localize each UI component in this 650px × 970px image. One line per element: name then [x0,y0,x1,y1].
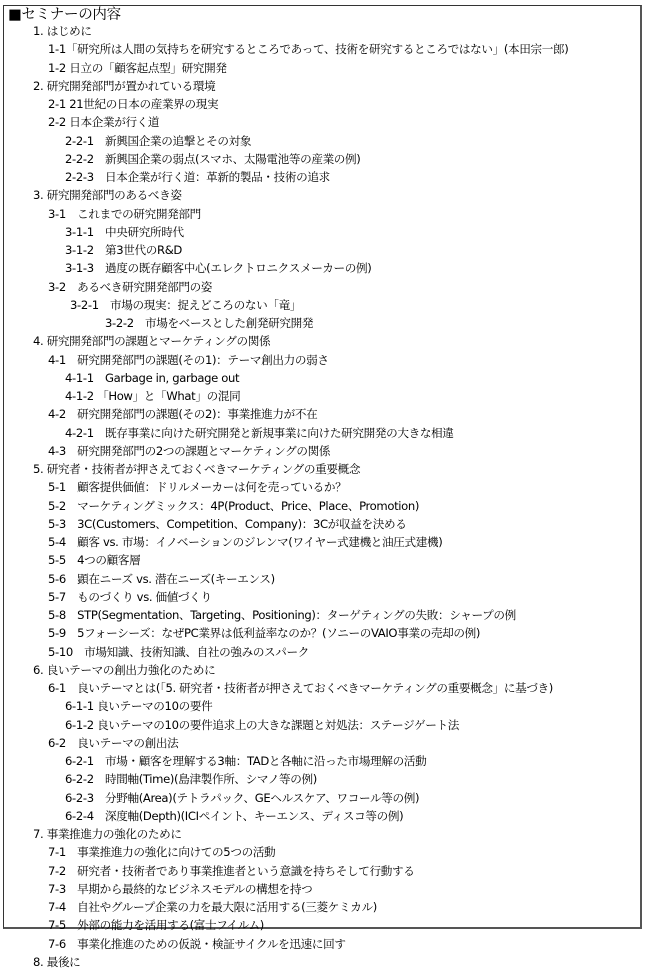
outline-item: 7-6 事業化推進のための仮説・検証サイクルを迅速に回す [48,936,346,951]
outline-item: 6-1-2 良いテーマの10の要件追求上の大きな課題と対処法：ステージゲート法 [65,717,459,732]
outline-item: 5-7 ものづくり vs. 価値づくり [48,589,212,604]
outline-item: 3-1 これまでの研究開発部門 [48,206,201,221]
outline-item: 5-2 マーケティングミックス：4P(Product、Price、Place、Promotion) [48,498,420,513]
outline-item: 7. 事業推進力の強化のために [33,827,182,841]
outline-item: 6-2-4 深度軸(Depth)(ICIペイント、キーエンス、ディスコ等の例) [65,808,404,823]
outline-item: 3-2-1 市場の現実：捉えどころのない「竜」 [70,297,302,312]
outline-item: 7-5 外部の能力を活用する(富士フイルム) [48,918,264,933]
outline-item: 4-1-2 「How」と「What」の混同 [65,389,241,403]
outline-item: 1-2 日立の「顧客起点型」研究開発 [48,60,227,75]
outline-item: 2-1 21世紀の日本の産業界の現実 [48,97,219,111]
outline-item: 4-2-1 既存事業に向けた研究開発と新規事業に向けた研究開発の大きな相違 [65,425,454,440]
outline-item: 5-9 5フォーシーズ：なぜPC業界は低利益率なのか？(ソニーのVAIO事業の売却の例) [48,626,481,641]
outline-item: 7-3 早期から最終的なビジネスモデルの構想を持つ [48,881,313,896]
outline-item: 7-1 事業推進力の強化に向けての5つの活動 [48,845,276,860]
outline-item: 6-1-1 良いテーマの10の要件 [65,699,213,714]
outline-item: 6-1 良いテーマとは(「5. 研究者・技術者が押さえておくべきマーケティングの重要概念」に基づき) [48,681,553,695]
outline-item: 6-2-1 市場・顧客を理解する3軸：TADと各軸に沿った市場理解の活動 [65,754,427,768]
outline-item: 4-2 研究開発部門の課題(その2)：事業推進力が不在 [48,407,318,422]
outline-item: 5-4 顧客 vs. 市場：イノベーションのジレンマ(ワイヤー式建機と油圧式建機) [48,535,443,549]
outline-item: 2-2-2 新興国企業の弱点(スマホ、太陽電池等の産業の例) [65,151,361,166]
outline-item: 3-2 あるべき研究開発部門の姿 [48,279,213,294]
outline-item: 5-6 顕在ニーズ vs. 潜在ニーズ(キーエンス) [48,571,275,586]
outline-item: 3. 研究開発部門のあるべき姿 [33,188,182,203]
outline-item: 8. 最後に [33,954,81,969]
outline-item: 6-2 良いテーマの創出法 [48,735,179,750]
outline-item: 5-1 顧客提供価値：ドリルメーカーは何を売っているか？ [48,480,347,495]
outline-item: 4-1 研究開発部門の課題(その1)：テーマ創出力の弱さ [48,352,329,367]
outline-item: 6-2-3 分野軸(Area)(テトラパック、GEヘルスケア、ワコール等の例) [65,790,420,805]
outline-item: 5. 研究者・技術者が押さえておくべきマーケティングの重要概念 [33,462,361,476]
outline-item: 5-5 4つの顧客層 [48,553,141,568]
outline-item: 3-1-3 過度の既存顧客中心(エレクトロニクスメーカーの例) [65,261,372,276]
outline-item: 4-1-1 Garbage in, garbage out [65,370,240,385]
outline-item: 5-10 市場知識、技術知識、自社の強みのスパーク [48,644,310,659]
outline-item: 3-2-2 市場をベースとした創発研究開発 [105,316,314,330]
outline-item: 5-3 3C(Customers、Competition、Company)：3Cが収益を決める [48,516,407,531]
outline-item: 2-2-3 日本企業が行く道：革新的製品・技術の追求 [65,170,330,184]
outline-item: 1. はじめに [33,24,92,38]
outline-item: 6-2-2 時間軸(Time)(島津製作所、シマノ等の例) [65,772,317,787]
outline-item: 2-2-1 新興国企業の追撃とその対象 [65,133,252,148]
outline-item: 2-2 日本企業が行く道 [48,115,160,130]
outline-item: 1-1「研究所は人間の気持ちを研究するところであって、技術を研究するところではない」(本田宗一郎) [48,42,569,57]
outline-item: 7-2 研究者・技術者であり事業推進者という意識を持ちそして行動する [48,863,415,878]
outline-item: 4-3 研究開発部門の2つの課題とマーケティングの関係 [48,443,331,458]
outline-item: 4. 研究開発部門の課題とマーケティングの関係 [33,334,271,349]
outline-item: 2. 研究開発部門が置かれている環境 [33,78,216,93]
document-title: ■セミナーの内容 [8,7,121,23]
outline-item: 3-1-1 中央研究所時代 [65,224,184,239]
outline-item: 7-4 自社やグループ企業の力を最大限に活用する(三菱ケミカル) [48,900,377,914]
outline-item: 3-1-2 第3世代のR&D [65,243,182,257]
outline-item: 5-8 STP(Segmentation、Targeting、Positioning)：ターゲティングの失敗：シャープの例 [48,608,516,622]
outline-item: 6. 良いテーマの創出力強化のために [33,662,216,677]
